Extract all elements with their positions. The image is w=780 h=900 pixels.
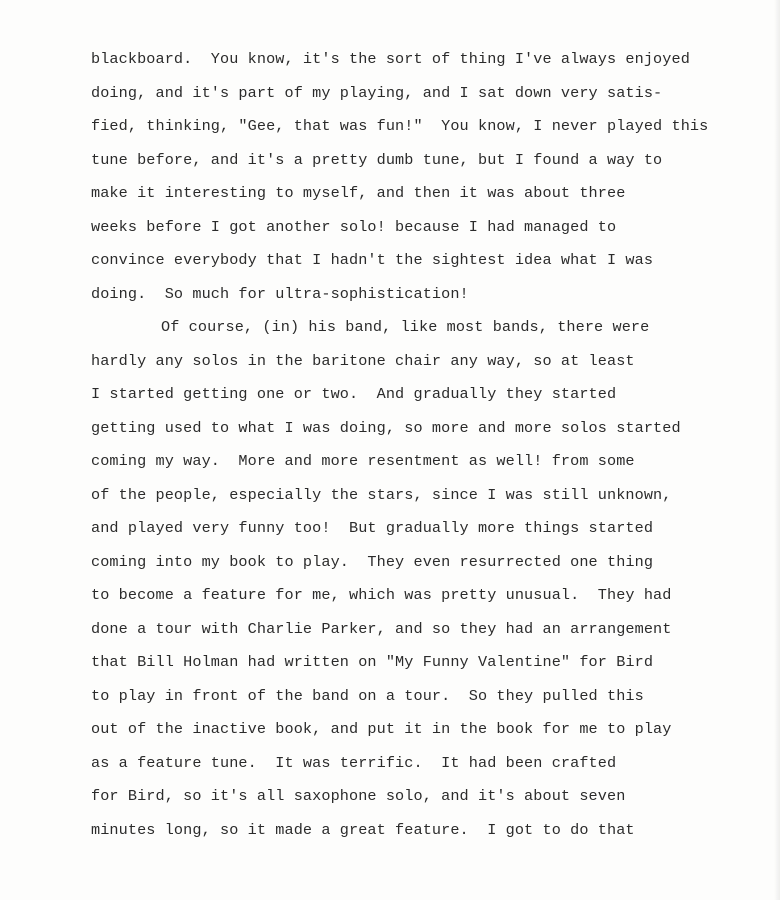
text-line: fied, thinking, "Gee, that was fun!" You know, I never played this	[91, 117, 709, 135]
text-line: to play in front of the band on a tour. So they pulled this	[91, 686, 644, 705]
text-line: as a feature tune. It was terrific. It had been crafted	[91, 753, 617, 772]
text-line: minutes long, so it made a great feature. I got to do that	[91, 820, 635, 839]
text-line: that Bill Holman had written on "My Funny Valentine" for Bird	[91, 653, 654, 671]
text-line: done a tour with Charlie Parker, and so they had an arrangement	[91, 619, 672, 638]
text-line: convince everybody that I hadn't the sightest idea what I was	[91, 251, 654, 269]
text-line: and played very funny too! But gradually more things started	[91, 519, 654, 537]
text-line: to become a feature for me, which was pretty unusual. They had	[91, 586, 672, 604]
page-text	[91, 47, 771, 851]
text-line: weeks before I got another solo! because I had managed to	[91, 217, 617, 236]
text-line: coming into my book to play. They even resurrected one thing	[91, 552, 654, 571]
text-line: hardly any solos in the baritone chair any way, so at least	[91, 351, 635, 370]
text-line: tune before, and it's a pretty dumb tune, but I found a way to	[91, 150, 663, 169]
text-line: I started getting one or two. And gradually they started	[91, 385, 617, 403]
text-line: out of the inactive book, and put it in the book for me to play	[91, 720, 672, 738]
paragraph-start-line: Of course, (in) his band, like most bands, there were	[161, 318, 650, 336]
page-edge-shadow	[774, 0, 780, 900]
text-line: doing, and it's part of my playing, and I sat down very satis-	[91, 83, 663, 102]
text-line: of the people, especially the stars, since I was still unknown,	[91, 485, 672, 504]
text-line: blackboard. You know, it's the sort of thing I've always enjoyed	[91, 50, 690, 68]
text-line: doing. So much for ultra-sophistication!	[91, 284, 469, 303]
text-line: make it interesting to myself, and then it was about three	[91, 184, 626, 202]
text-line: getting used to what I was doing, so more and more solos started	[91, 418, 681, 437]
text-line: for Bird, so it's all saxophone solo, and it's about seven	[91, 787, 626, 805]
text-line: coming my way. More and more resentment as well! from some	[91, 452, 635, 470]
